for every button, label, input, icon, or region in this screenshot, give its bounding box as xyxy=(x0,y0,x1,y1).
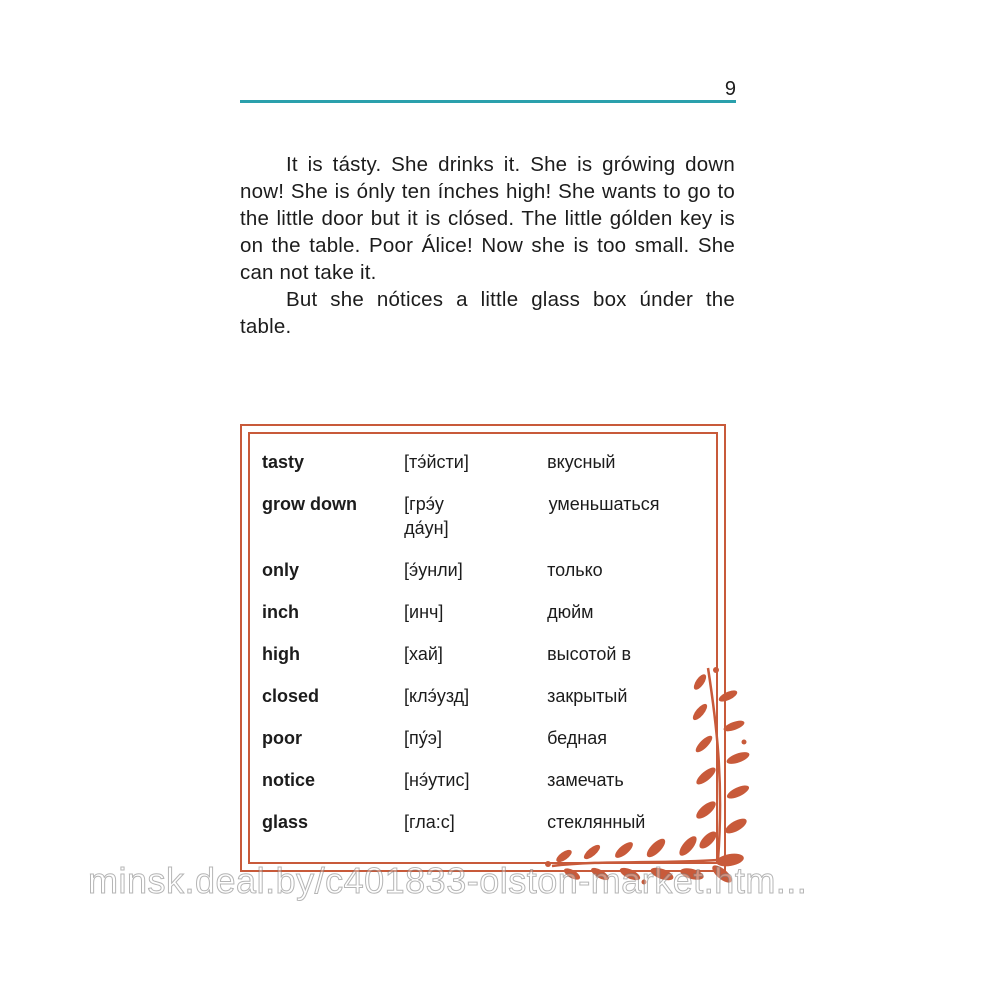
vocabulary-meaning: вкусный xyxy=(547,452,616,472)
vocabulary-meaning: высотой в xyxy=(547,644,632,664)
floral-branch-icon xyxy=(540,660,750,890)
vocabulary-meaning: стеклянный xyxy=(547,812,646,832)
page-number: 9 xyxy=(724,78,736,100)
vocabulary-transcription: [нэ́утис] xyxy=(404,770,470,790)
vocabulary-word: notice xyxy=(262,770,316,790)
vocabulary-transcription: [инч] xyxy=(404,602,444,622)
header-rule xyxy=(240,100,736,103)
vocabulary-transcription: [гла:с] xyxy=(404,812,455,832)
vocabulary-meaning: замечать xyxy=(547,770,624,790)
story-text xyxy=(240,151,735,340)
vocabulary-word: glass xyxy=(262,812,309,832)
story-paragraph: It is tásty. She drinks it. She is grówing down now! She is ónly ten ínches high! She wants to go to the little door but it is clósed. The little gólden key is on the table. Poor Álice! Now she is too small. She can not take it. xyxy=(240,153,735,284)
vocabulary-transcription: [хай] xyxy=(404,644,443,664)
vocabulary-row xyxy=(262,492,692,558)
watermark: minsk.deal.by/c401833-olston-market.htm... xyxy=(88,860,808,901)
vocabulary-transcription: [клэ́узд] xyxy=(404,686,470,706)
vocabulary-word: only xyxy=(262,560,300,580)
vocabulary-word: grow down xyxy=(262,494,357,514)
vocabulary-transcription: [грэ́у да́ун] xyxy=(404,494,449,538)
vocabulary-meaning: только xyxy=(547,560,603,580)
vocabulary-row xyxy=(262,558,692,600)
vocabulary-meaning: бедная xyxy=(547,728,607,748)
vocabulary-row xyxy=(262,450,692,492)
vocabulary-word: high xyxy=(262,644,300,664)
vocabulary-meaning: уменьшаться xyxy=(548,494,660,514)
vocabulary-row xyxy=(262,600,692,642)
vocabulary-transcription: [тэ́йсти] xyxy=(404,452,469,472)
vocabulary-transcription: [пу́э] xyxy=(404,728,442,748)
vocabulary-meaning: дюйм xyxy=(547,602,594,622)
vocabulary-word: inch xyxy=(262,602,300,622)
vocabulary-word: closed xyxy=(262,686,320,706)
story-paragraph: But she nótices a little glass box únder the table. xyxy=(240,288,735,338)
vocabulary-word: poor xyxy=(262,728,302,748)
vocabulary-meaning: закрытый xyxy=(547,686,628,706)
vocabulary-transcription: [э́унли] xyxy=(404,560,463,580)
vocabulary-word: tasty xyxy=(262,452,305,472)
